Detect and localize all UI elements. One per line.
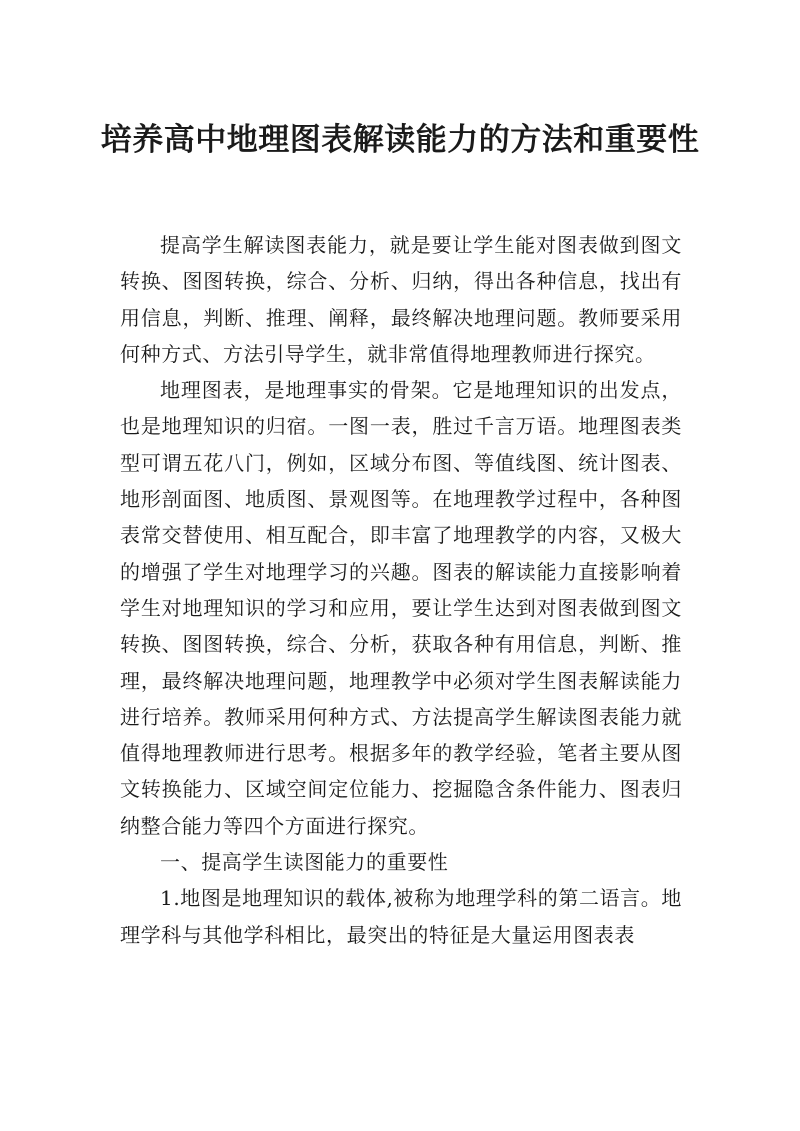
paragraph-intro: 提高学生解读图表能力，就是要让学生能对图表做到图文转换、图图转换，综合、分析、归纳，得出各种信息，找出有用信息，判断、推理、阐释，最终解决地理问题。教师要采用何种方式、方法引导学生，就非常值得地理教师进行探究。 xyxy=(120,233,682,366)
section-heading: 一、提高学生读图能力的重要性 xyxy=(160,850,449,875)
paragraph-point-1: 1.地图是地理知识的载体,被称为地理学科的第二语言。地理学科与其他学科相比，最突出的特征是大量运用图表表 xyxy=(120,886,682,947)
document-body xyxy=(120,227,682,953)
paragraph-charts: 地理图表，是地理事实的骨架。它是地理知识的出发点，也是地理知识的归宿。一图一表，胜过千言万语。地理图表类型可谓五花八门，例如，区域分布图、等值线图、统计图表、地形剖面图、地质图、景观图等。在地理教学过程中，各种图表常交替使用、相互配合，即丰富了地理教学的内容，又极大的增强了学生对地理学习的兴趣。图表的解读能力直接影响着学生对地理知识的学习和应用，要让学生达到对图表做到图文转换、图图转换，综合、分析，获取各种有用信息，判断、推理，最终解决地理问题，地理教学中必须对学生图表解读能力进行培养。教师采用何种方式、方法提高学生解读图表能力就值得地理教师进行思考。根据多年的教学经验，笔者主要从图文转换能力、区域空间定位能力、挖掘隐含条件能力、图表归纳整合能力等四个方面进行探究。 xyxy=(120,378,682,838)
document-title: 培养高中地理图表解读能力的方法和重要性 xyxy=(100,121,700,158)
